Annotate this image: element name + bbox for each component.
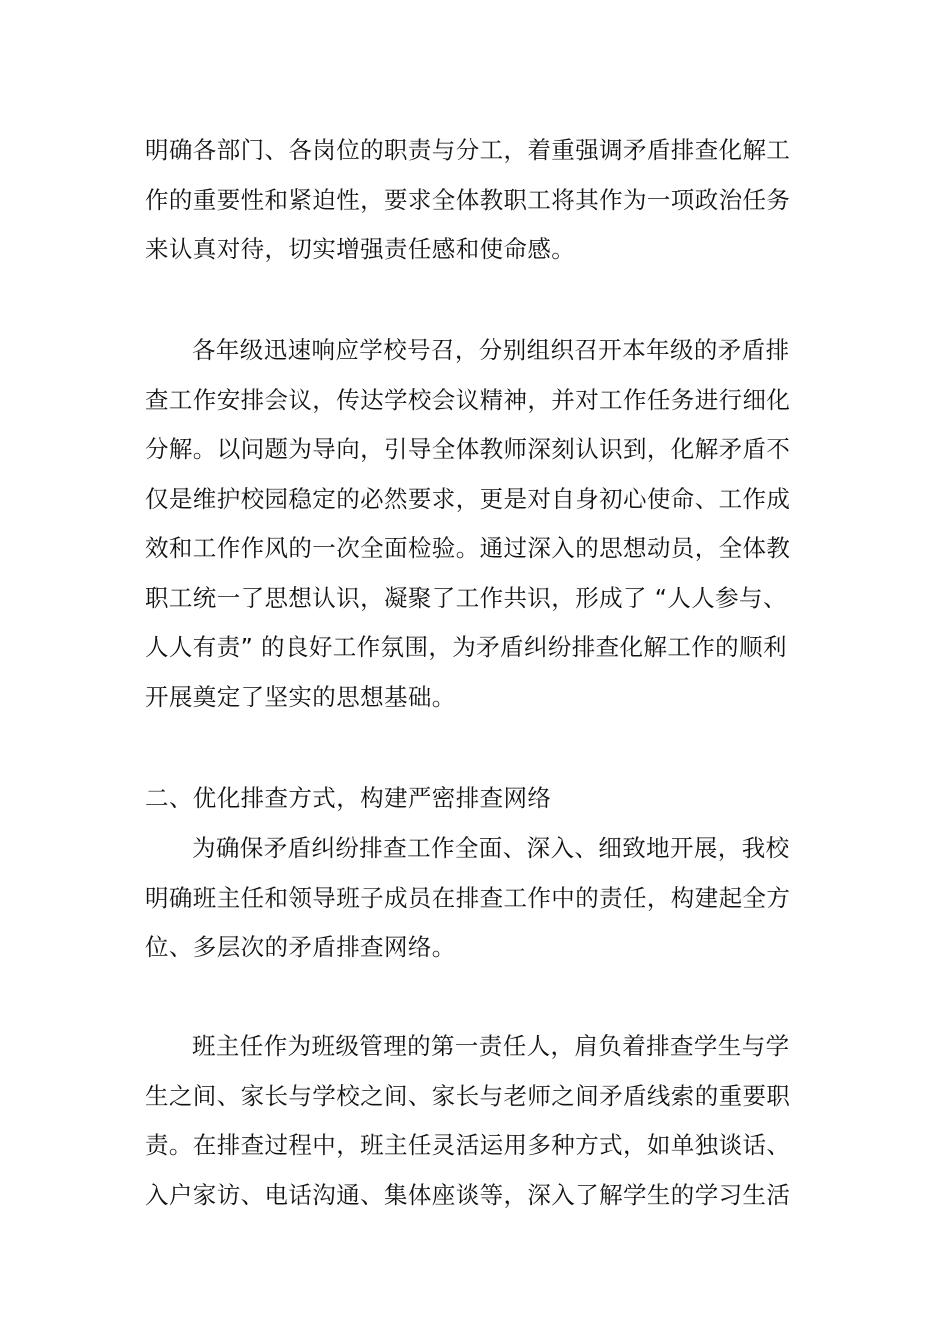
text-line: 各年级迅速响应学校号召，分别组织召开本年级的矛盾排	[192, 336, 790, 364]
text-line: 明确各部门、各岗位的职责与分工，着重强调矛盾排查化解工	[145, 136, 791, 164]
text-line: 作的重要性和紧迫性，要求全体教职工将其作为一项政治任务	[145, 185, 791, 214]
text-line: 分解。以问题为导向，引导全体教师深刻认识到，化解矛盾不	[145, 435, 791, 463]
section-heading	[145, 774, 807, 824]
paragraph-network	[145, 824, 807, 973]
text-line: 位、多层次的矛盾排查网络。	[145, 933, 456, 961]
text-line: 查工作安排会议，传达学校会议精神，并对工作任务进行细化	[145, 385, 791, 414]
paragraph-grade-meetings	[145, 326, 807, 722]
section-heading-text: 二、优化排查方式，构建严密排查网络	[145, 784, 552, 812]
text-line: 效和工作作风的一次全面检验。通过深入的思想动员，全体教	[145, 534, 791, 562]
paragraph-head-teacher	[145, 1022, 807, 1220]
text-line: 来认真对待，切实增强责任感和使命感。	[145, 235, 576, 263]
text-line: 班主任作为班级管理的第一责任人，肩负着排查学生与学	[192, 1032, 790, 1060]
text-line: 责。在排查过程中，班主任灵活运用多种方式，如单独谈话、	[145, 1131, 791, 1159]
text-line: 仅是维护校园稳定的必然要求，更是对自身初心使命、工作成	[145, 484, 791, 513]
text-line: 入户家访、电话沟通、集体座谈等，深入了解学生的学习生活	[145, 1180, 791, 1209]
paragraph-duties	[145, 126, 807, 275]
text-line: 明确班主任和领导班子成员在排查工作中的责任，构建起全方	[145, 883, 791, 912]
text-line: 人人有责” 的良好工作氛围，为矛盾纠纷排查化解工作的顺利	[145, 633, 787, 661]
text-line: 生之间、家长与学校之间、家长与老师之间矛盾线索的重要职	[145, 1081, 791, 1110]
text-line: 开展奠定了坚实的思想基础。	[145, 682, 456, 711]
text-line: 职工统一了思想认识，凝聚了工作共识，形成了 “人人参与、	[145, 583, 787, 612]
text-line: 为确保矛盾纠纷排查工作全面、深入、细致地开展，我校	[192, 834, 790, 862]
